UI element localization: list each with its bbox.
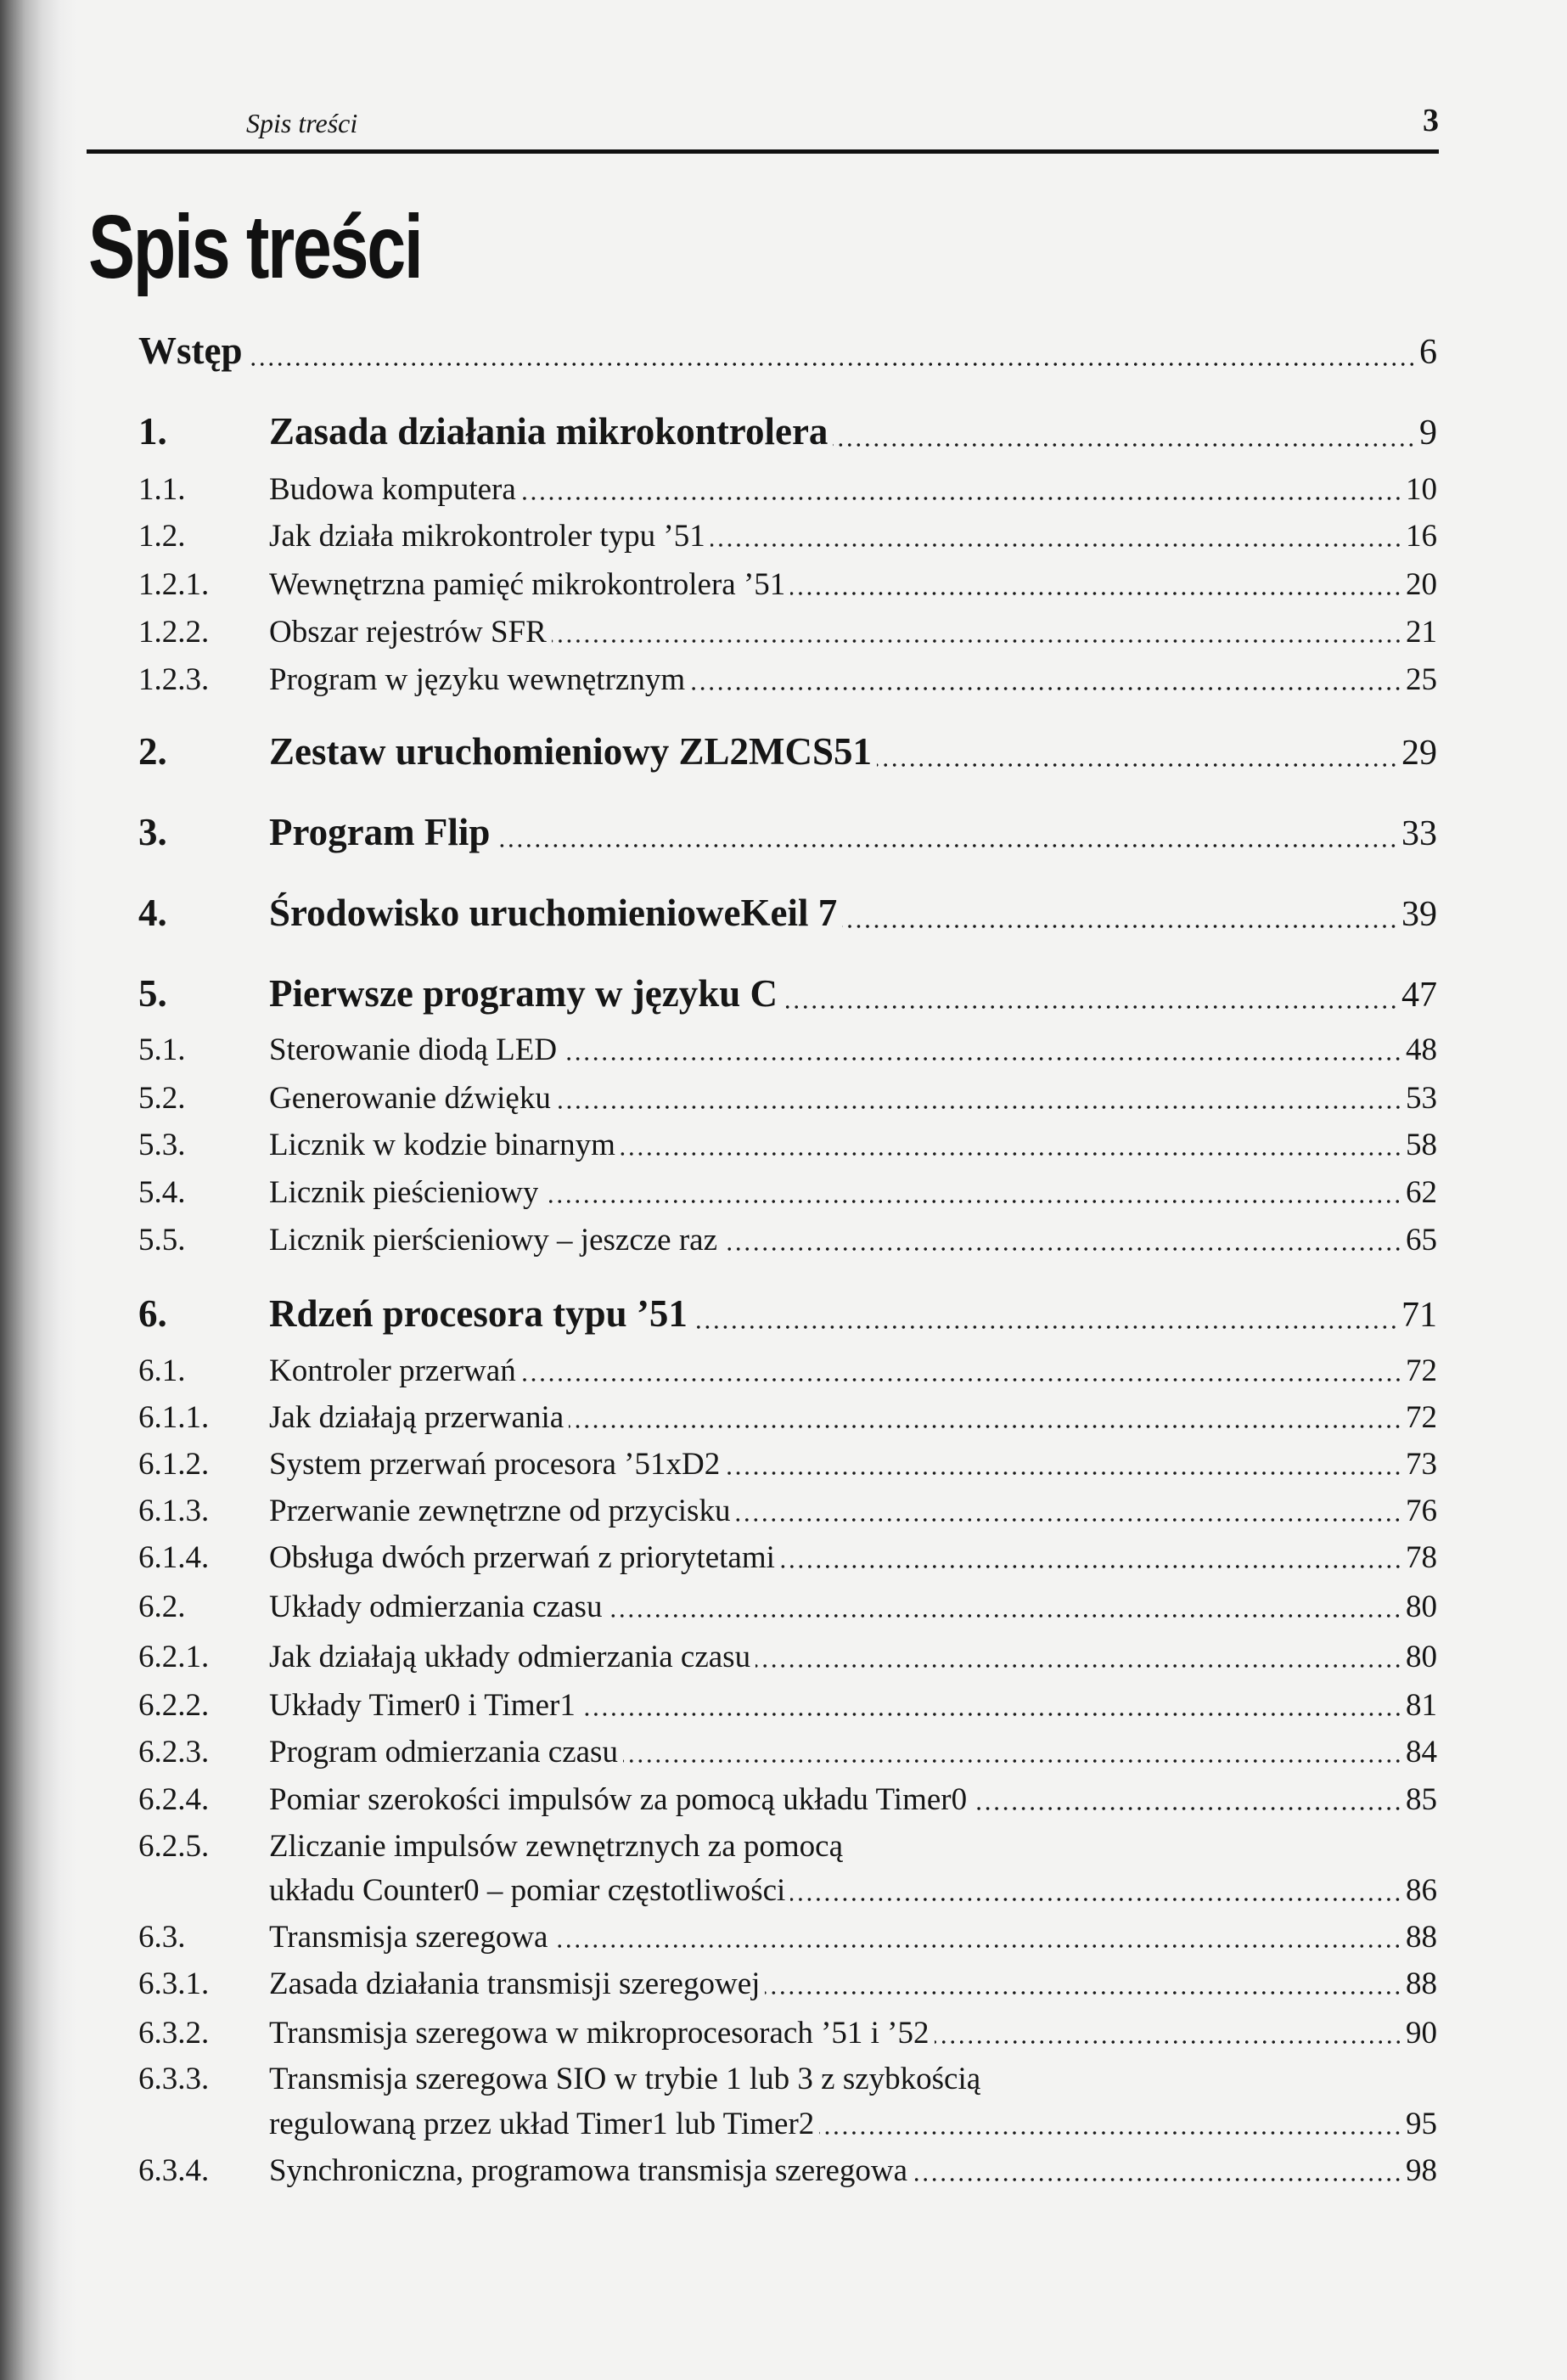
toc-entry-page: 86: [1406, 1873, 1437, 1908]
dot-leader: [842, 924, 1398, 929]
toc-entry-title: Zliczanie impulsów zewnętrznych za pomocą: [269, 1829, 843, 1864]
toc-entry-number: 6.1.2.: [138, 1447, 210, 1482]
toc-entry-title: Licznik pierścieniowy – jeszcze raz: [269, 1223, 718, 1258]
toc-entry-title: Program w języku wewnętrznym: [269, 662, 686, 697]
toc-entry-chapter[interactable]: [138, 1291, 1437, 1337]
toc-entry-title: Synchroniczna, programowa transmisja szeregowa: [269, 2153, 908, 2188]
page-binding-shadow: [0, 0, 76, 2380]
toc-entry-page: 85: [1406, 1782, 1437, 1817]
toc-entry-title: Transmisja szeregowa w mikroprocesorach ’51 i ’52: [269, 2016, 930, 2051]
toc-entry-number: 6.3.3.: [138, 2062, 210, 2096]
toc-entry-number: 5.2.: [138, 1081, 186, 1116]
toc-entry-subsection[interactable]: [138, 1539, 1437, 1577]
toc-entry-page: 88: [1406, 1966, 1437, 2001]
dot-leader: [819, 2130, 1402, 2135]
dot-leader: [552, 639, 1402, 644]
dot-leader: [913, 2177, 1402, 2182]
toc-entry-page: 98: [1406, 2153, 1437, 2188]
toc-entry-title: Program Flip: [269, 811, 491, 853]
dot-leader: [553, 1944, 1402, 1949]
toc-entry-page: 80: [1406, 1589, 1437, 1624]
toc-entry-subsection[interactable]: [138, 1734, 1437, 1771]
toc-entry-number: 1.2.1.: [138, 567, 210, 602]
toc-entry-number: 6.2.3.: [138, 1735, 210, 1770]
toc-entry-title: Zasada działania transmisji szeregowej: [269, 1966, 761, 2001]
toc-entry-section[interactable]: [138, 1222, 1437, 1259]
toc-entry-chapter[interactable]: [138, 810, 1437, 856]
toc-entry-title: Sterowanie diodą LED: [269, 1032, 558, 1067]
toc-entry-subsection[interactable]: [138, 2152, 1437, 2190]
toc-entry-page: 72: [1406, 1353, 1437, 1388]
toc-entry-page: 58: [1406, 1128, 1437, 1162]
toc-entry-number: 1.2.2.: [138, 615, 210, 650]
running-head-title: Spis treści: [246, 108, 358, 138]
toc-entry-page: 80: [1406, 1640, 1437, 1674]
dot-leader: [790, 591, 1402, 596]
toc-entry-chapter[interactable]: [138, 729, 1437, 775]
toc-entry-subsection[interactable]: [138, 1399, 1437, 1437]
toc-entry-page: 39: [1401, 895, 1437, 934]
toc-entry-title: Obszar rejestrów SFR: [269, 615, 547, 650]
dot-leader: [877, 762, 1398, 768]
dot-leader: [556, 1105, 1402, 1110]
toc-entry-page: 25: [1406, 662, 1437, 697]
dot-leader: [722, 1246, 1402, 1252]
dot-leader: [621, 1151, 1402, 1156]
toc-entry-page: 21: [1406, 615, 1437, 650]
toc-entry-title-continued: układu Counter0 – pomiar częstotliwości: [269, 1873, 786, 1908]
toc-entry-page: 48: [1406, 1032, 1437, 1067]
toc-entry-subsection[interactable]: [138, 1493, 1437, 1530]
toc-entry-number: 6.: [138, 1292, 167, 1335]
toc-entry-subsection[interactable]: [138, 614, 1437, 651]
toc-entry-number: 6.3.4.: [138, 2153, 210, 2188]
toc-entry-section[interactable]: [138, 518, 1437, 555]
toc-entry-subsection[interactable]: [138, 1446, 1437, 1483]
toc-entry-subsection[interactable]: [138, 1639, 1437, 1676]
header-rule: [87, 149, 1439, 154]
toc-entry-title: Generowanie dźwięku: [269, 1081, 551, 1116]
toc-entry-number: 6.3.: [138, 1920, 186, 1955]
dot-leader: [710, 543, 1402, 548]
dot-leader: [693, 1325, 1398, 1330]
toc-entry-page: 10: [1406, 472, 1437, 507]
running-head-page-number: 3: [1423, 103, 1439, 138]
dot-leader: [607, 1613, 1402, 1618]
toc-entry-number: 6.1.: [138, 1353, 186, 1388]
toc-entry-number: 5.4.: [138, 1175, 186, 1210]
toc-entry-title: Układy odmierzania czasu: [269, 1589, 603, 1624]
dot-leader: [833, 442, 1416, 447]
toc-entry-section[interactable]: [138, 1080, 1437, 1117]
toc-entry-chapter[interactable]: [138, 409, 1437, 455]
toc-entry-title: Wewnętrzna pamięć mikrokontrolera ’51: [269, 567, 786, 602]
toc-entry-page: 78: [1406, 1540, 1437, 1575]
toc-entry-title: Program odmierzania czasu: [269, 1735, 618, 1770]
toc-entry-title: Rdzeń procesora typu ’51: [269, 1292, 688, 1335]
toc-entry-number: 6.2.: [138, 1589, 186, 1624]
toc-entry-number: 6.2.5.: [138, 1829, 210, 1864]
toc-entry-page: 73: [1406, 1447, 1437, 1482]
dot-leader: [623, 1758, 1402, 1764]
toc-entry-number: 6.2.1.: [138, 1640, 210, 1674]
toc-entry-page: 47: [1401, 976, 1437, 1015]
dot-leader: [581, 1712, 1402, 1717]
toc-entry-page: 9: [1419, 414, 1437, 453]
page-title: Spis treści: [88, 197, 422, 297]
toc-entry-continuation[interactable]: [269, 1872, 1437, 1910]
dot-leader: [690, 686, 1402, 691]
toc-entry-number: 2.: [138, 730, 167, 773]
toc-entry-number: 6.2.4.: [138, 1782, 210, 1817]
toc-entry-title: Kontroler przerwań: [269, 1353, 516, 1388]
toc-entry-subsection[interactable]: [138, 566, 1437, 604]
toc-entry-page: 90: [1406, 2016, 1437, 2051]
dot-leader: [562, 1056, 1402, 1061]
toc-entry-subsection[interactable]: [138, 1687, 1437, 1725]
toc-entry-page: 16: [1406, 519, 1437, 554]
toc-entry-page: 72: [1406, 1400, 1437, 1435]
toc-entry-number: 6.2.2.: [138, 1688, 210, 1723]
toc-entry-number: 6.1.3.: [138, 1494, 210, 1528]
toc-entry-section[interactable]: [138, 1353, 1437, 1390]
toc-entry-title: Zestaw uruchomieniowy ZL2MCS51: [269, 730, 873, 773]
toc-entry-title: Licznik pieścieniowy: [269, 1175, 539, 1210]
toc-entry-page: 65: [1406, 1223, 1437, 1258]
toc-entry-section[interactable]: [138, 1919, 1437, 1956]
dot-leader: [790, 1897, 1402, 1902]
toc-entry-section[interactable]: [138, 471, 1437, 509]
toc-entry-title: Pomiar szerokości impulsów za pomocą układu Timer0: [269, 1782, 968, 1817]
toc-entry-title: Obsługa dwóch przerwań z priorytetami: [269, 1540, 775, 1575]
toc-entry-page: 71: [1401, 1296, 1437, 1335]
dot-leader: [755, 1663, 1402, 1668]
dot-leader: [735, 1517, 1402, 1522]
dot-leader: [543, 1199, 1402, 1204]
toc-entry-page: 88: [1406, 1920, 1437, 1955]
toc-entry-intro[interactable]: [138, 329, 1437, 374]
toc-entry-title: Transmisja szeregowa: [269, 1920, 548, 1955]
toc-entry-title: Środowisko uruchomienioweKeil 7: [269, 892, 838, 934]
toc-entry-subsection[interactable]: [138, 2061, 1437, 2098]
toc-entry-number: 5.5.: [138, 1223, 186, 1258]
dot-leader: [521, 496, 1402, 501]
toc-entry-number: 5.3.: [138, 1128, 186, 1162]
toc-entry-title: System przerwań procesora ’51xD2: [269, 1447, 721, 1482]
toc-entry-number: 1.2.3.: [138, 662, 210, 697]
toc-entry-number: 3.: [138, 811, 167, 853]
dot-leader: [935, 2040, 1403, 2045]
toc-entry-title: Licznik w kodzie binarnym: [269, 1128, 615, 1162]
toc-entry-title: Wstęp: [138, 329, 243, 372]
toc-entry-number: 1.: [138, 410, 167, 453]
toc-entry-page: 62: [1406, 1175, 1437, 1210]
toc-entry-page: 33: [1401, 814, 1437, 853]
toc-entry-number: 5.1.: [138, 1032, 186, 1067]
toc-entry-title: Układy Timer0 i Timer1: [269, 1688, 576, 1723]
toc-entry-page: 53: [1406, 1081, 1437, 1116]
dot-leader: [569, 1424, 1402, 1429]
toc-entry-number: 6.3.2.: [138, 2016, 210, 2051]
toc-entry-section[interactable]: [138, 1589, 1437, 1626]
toc-entry-page: 29: [1401, 734, 1437, 773]
toc-entry-page: 95: [1406, 2107, 1437, 2141]
toc-entry-title: Zasada działania mikrokontrolera: [269, 410, 828, 453]
toc-entry-subsection[interactable]: [138, 1781, 1437, 1819]
toc-entry-chapter[interactable]: [138, 891, 1437, 937]
toc-entry-number: 1.1.: [138, 472, 186, 507]
toc-entry-page: 76: [1406, 1494, 1437, 1528]
toc-entry-chapter[interactable]: [138, 971, 1437, 1017]
toc-entry-subsection[interactable]: [138, 1966, 1437, 2003]
toc-entry-number: 6.3.1.: [138, 1966, 210, 2001]
toc-entry-page: 20: [1406, 567, 1437, 602]
toc-entry-section[interactable]: [138, 1032, 1437, 1069]
dot-leader: [972, 1806, 1402, 1811]
toc-entry-title: Transmisja szeregowa SIO w trybie 1 lub 3 z szybkością: [269, 2062, 981, 2096]
toc-entry-continuation[interactable]: [269, 2106, 1437, 2143]
toc-entry-title: Pierwsze programy w języku C: [269, 972, 778, 1015]
toc-entry-title: Jak działa mikrokontroler typu ’51: [269, 519, 705, 554]
toc-entry-title-continued: regulowaną przez układ Timer1 lub Timer2: [269, 2107, 815, 2141]
toc-entry-title: Jak działają przerwania: [269, 1400, 564, 1435]
dot-leader: [725, 1471, 1402, 1476]
toc-entry-number: 6.1.1.: [138, 1400, 210, 1435]
toc-entry-page: 6: [1419, 333, 1437, 372]
dot-leader: [495, 843, 1398, 848]
dot-leader: [248, 362, 1417, 367]
toc-entry-number: 5.: [138, 972, 167, 1015]
toc-entry-title: Jak działają układy odmierzania czasu: [269, 1640, 751, 1674]
dot-leader: [765, 1990, 1402, 1995]
toc-entry-number: 4.: [138, 892, 167, 934]
toc-entry-number: 1.2.: [138, 519, 186, 554]
dot-leader: [521, 1377, 1402, 1382]
toc-entry-subsection[interactable]: [138, 2015, 1437, 2052]
toc-entry-page: 84: [1406, 1735, 1437, 1770]
dot-leader: [780, 1564, 1402, 1569]
toc-entry-page: 81: [1406, 1688, 1437, 1723]
toc-entry-title: Przerwanie zewnętrzne od przycisku: [269, 1494, 731, 1528]
toc-entry-number: 6.1.4.: [138, 1540, 210, 1575]
toc-entry-section[interactable]: [138, 1127, 1437, 1164]
toc-entry-title: Budowa komputera: [269, 472, 516, 507]
dot-leader: [783, 1004, 1398, 1010]
toc-entry-subsection[interactable]: [138, 1828, 1437, 1865]
toc-entry-section[interactable]: [138, 1174, 1437, 1212]
toc-entry-subsection[interactable]: [138, 661, 1437, 699]
